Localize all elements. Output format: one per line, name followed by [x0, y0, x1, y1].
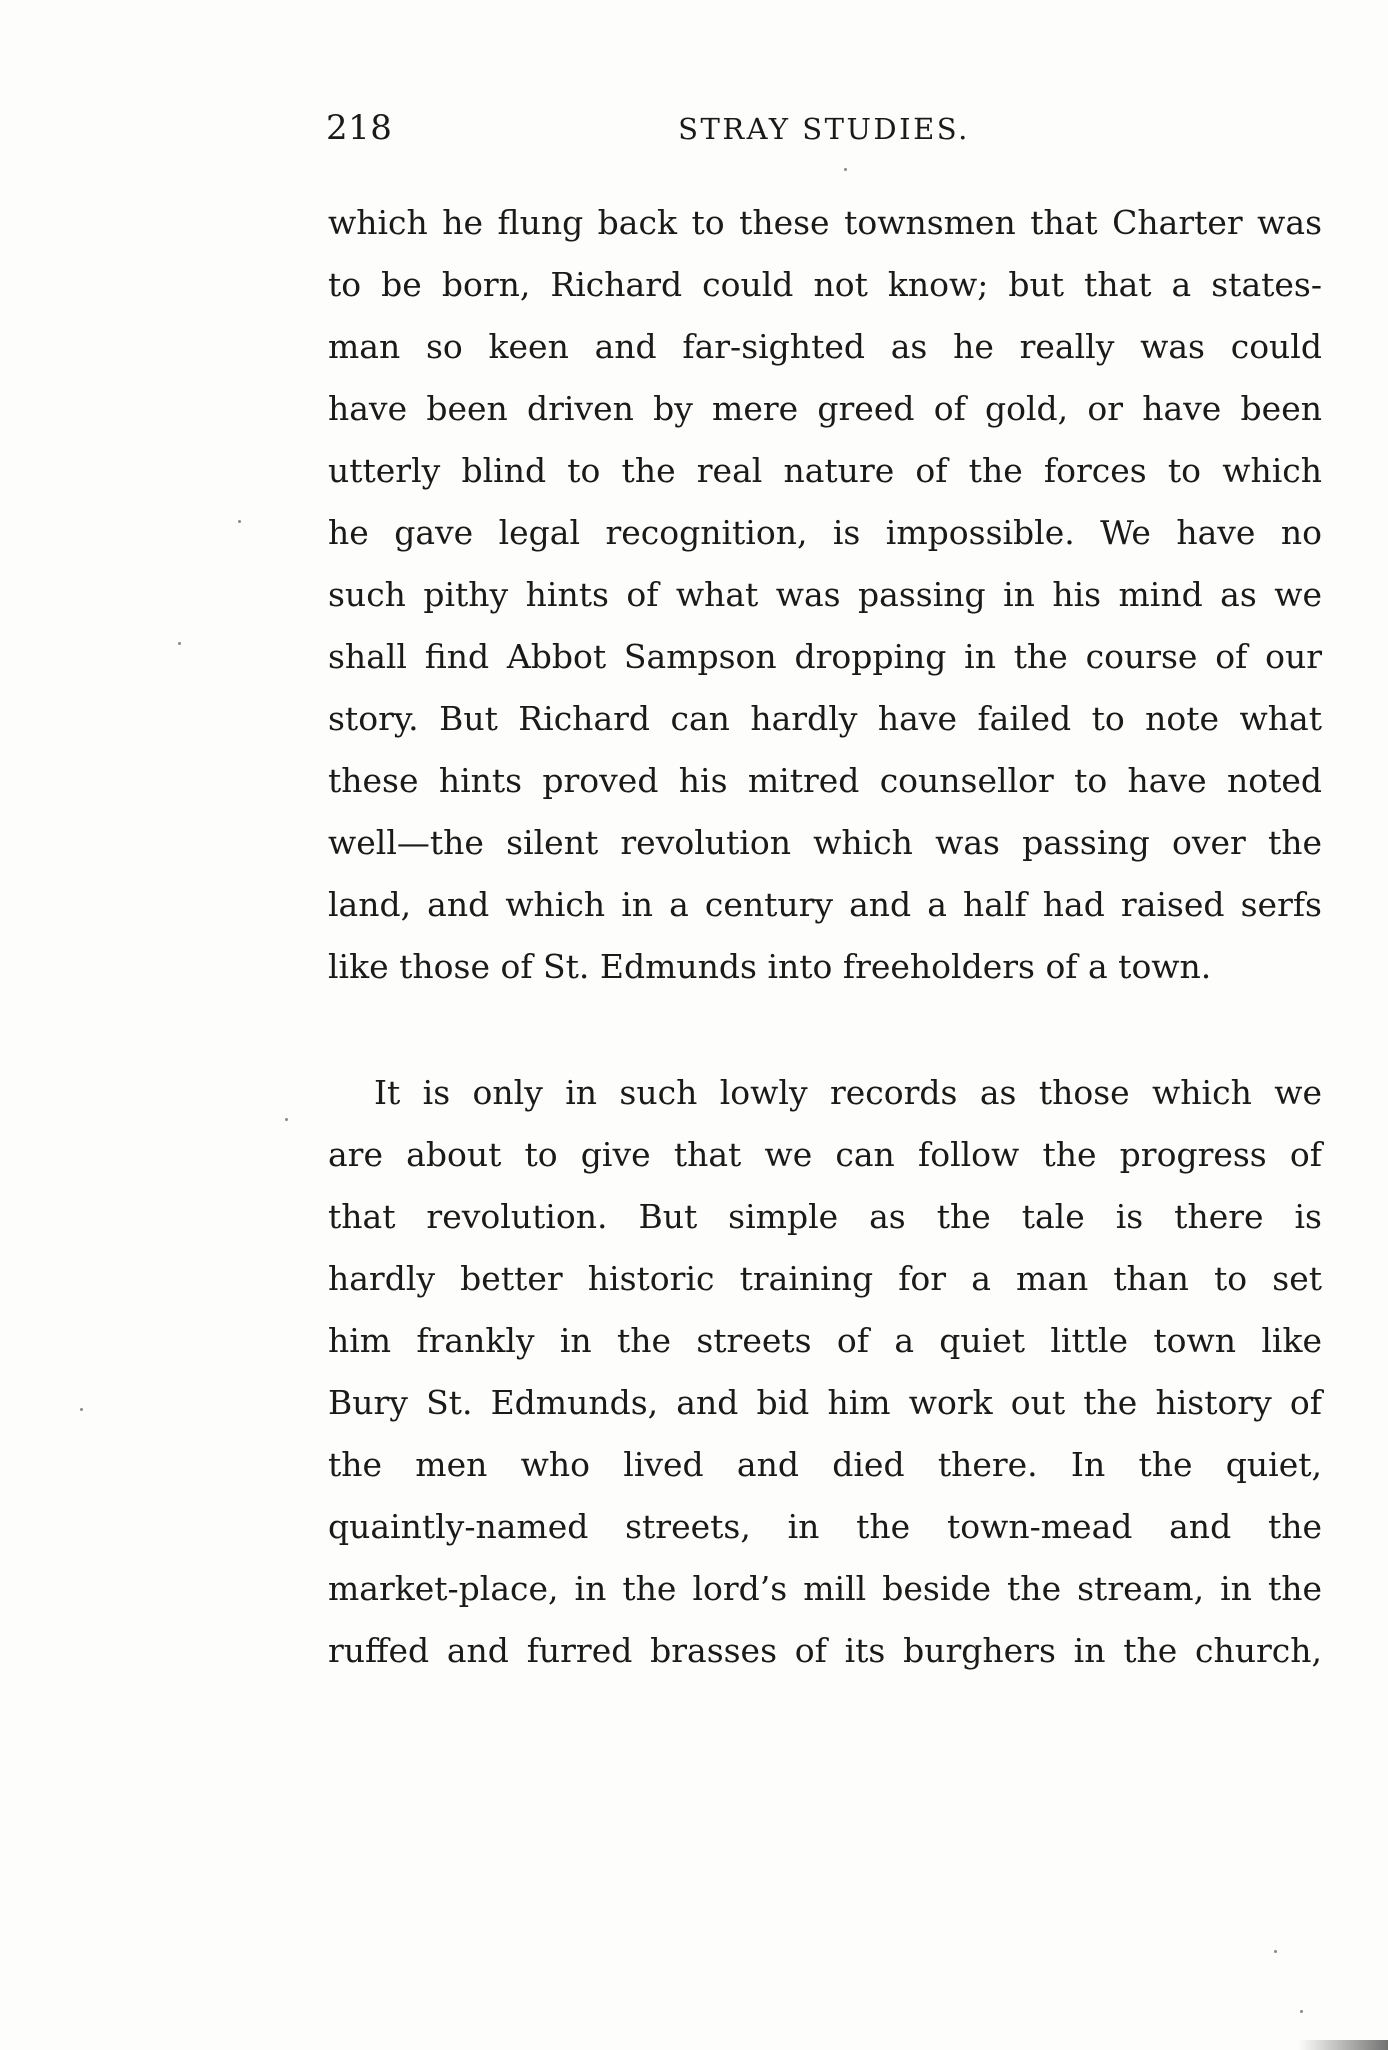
text-line: quaintly-named streets, in the town-mead and the [328, 1507, 1322, 1546]
page-edge-shadow [1298, 2040, 1388, 2050]
text-line: land, and which in a century and a half had raised serfs [328, 885, 1322, 924]
paper-speck [80, 1408, 83, 1411]
text-line: the men who lived and died there. In the quiet, [328, 1445, 1322, 1484]
text-line: man so keen and far-sighted as he really was could [328, 327, 1322, 366]
text-line: he gave legal recognition, is impossible. We have no [328, 513, 1322, 552]
text-line: It is only in such lowly records as those which we [374, 1073, 1322, 1112]
paragraph-2 [328, 1062, 1322, 1682]
text-line: these hints proved his mitred counsellor to have noted [328, 761, 1322, 800]
text-line: shall find Abbot Sampson dropping in the course of our [328, 637, 1322, 676]
text-line: like those of St. Edmunds into freeholders of a town. [328, 947, 1212, 986]
text-line: to be born, Richard could not know; but that a states- [328, 265, 1322, 304]
paper-speck [285, 1118, 288, 1121]
text-line: that revolution. But simple as the tale is there is [328, 1197, 1322, 1236]
page-number: 218 [326, 108, 393, 148]
running-head [326, 108, 1322, 162]
text-line: Bury St. Edmunds, and bid him work out the history of [328, 1383, 1322, 1422]
text-line: story. But Richard can hardly have failed to note what [328, 699, 1322, 738]
running-title: STRAY STUDIES. [678, 112, 970, 146]
paragraph-1 [328, 192, 1322, 998]
paper-speck [844, 168, 847, 171]
text-line: market-place, in the lord’s mill beside the stream, in the [328, 1569, 1322, 1608]
text-line: such pithy hints of what was passing in his mind as we [328, 575, 1322, 614]
text-line: him frankly in the streets of a quiet little town like [328, 1321, 1322, 1360]
text-line: which he flung back to these townsmen that Charter was [328, 203, 1322, 242]
text-line: utterly blind to the real nature of the forces to which [328, 451, 1322, 490]
paper-speck [178, 642, 181, 645]
text-line: well—the silent revolution which was passing over the [328, 823, 1322, 862]
text-line: hardly better historic training for a man than to set [328, 1259, 1322, 1298]
text-line: have been driven by mere greed of gold, or have been [328, 389, 1322, 428]
text-line: ruffed and furred brasses of its burghers in the church, [328, 1631, 1322, 1670]
paper-speck [1274, 1950, 1277, 1953]
paper-speck [238, 520, 241, 523]
paper-speck [1300, 2010, 1303, 2013]
text-line: are about to give that we can follow the progress of [328, 1135, 1322, 1174]
